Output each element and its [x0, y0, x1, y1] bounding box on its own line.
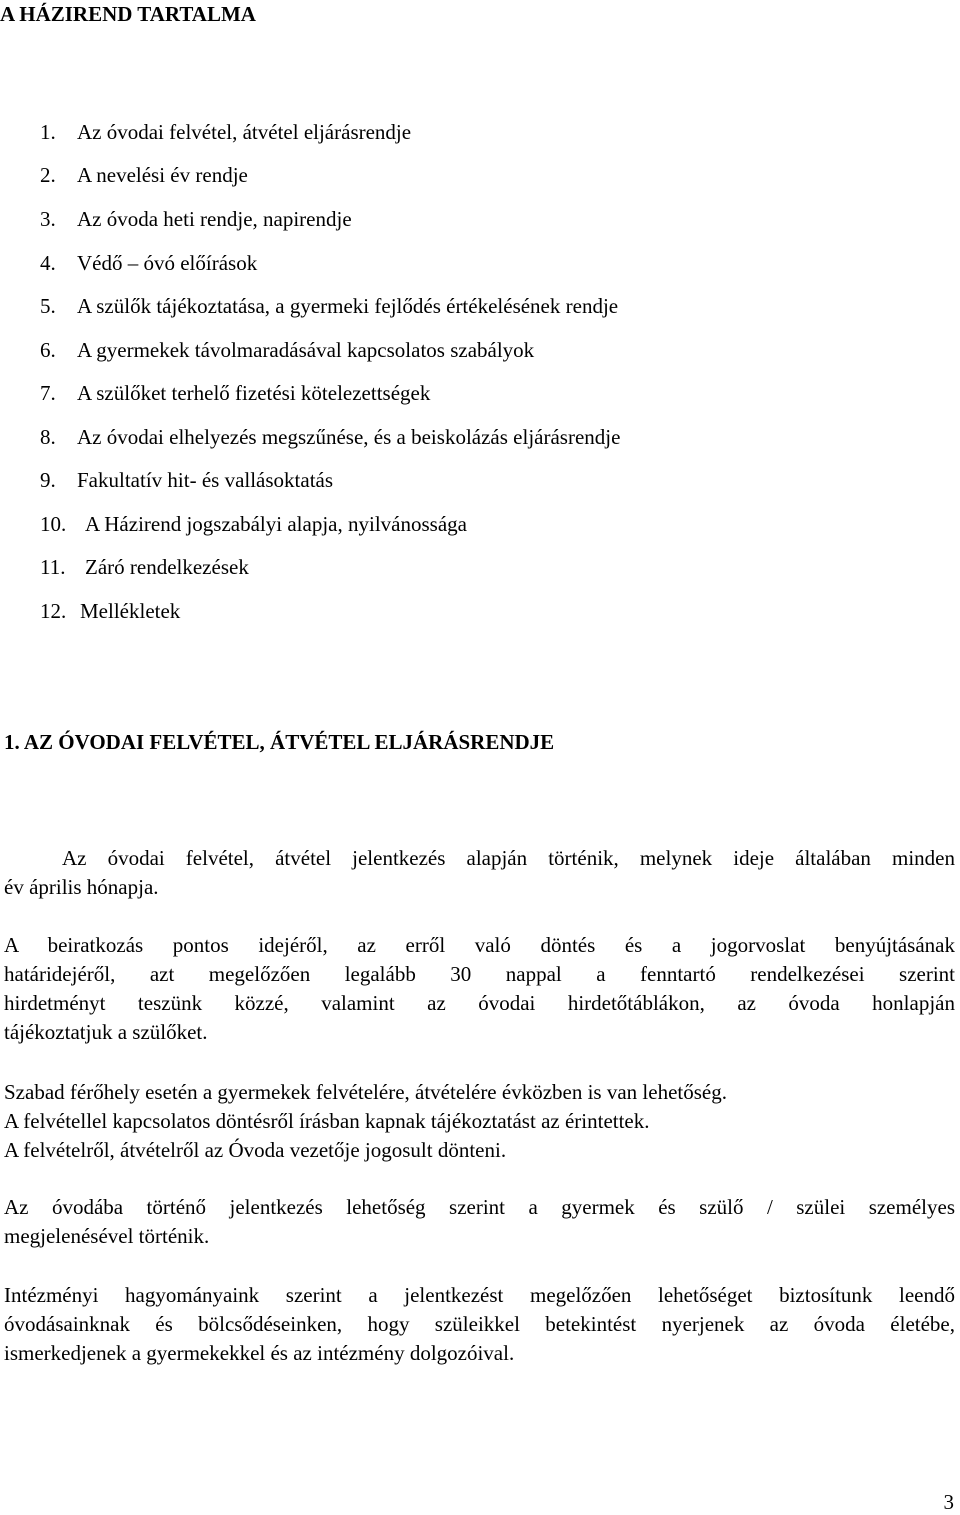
paragraph-line: A felvétellel kapcsolatos döntésről írásban kapnak tájékoztatást az érintettek. — [4, 1109, 650, 1133]
paragraph-line: Szabad férőhely esetén a gyermekek felvételére, átvételére évközben is van lehetőség. — [4, 1080, 727, 1104]
toc-item-label: A Házirend jogszabályi alapja, nyilvánossága — [85, 512, 467, 536]
toc-item-label: Mellékletek — [80, 599, 181, 623]
toc-item — [40, 337, 534, 363]
paragraph-line: A felvételről, átvételről az Óvoda vezetője jogosult dönteni. — [4, 1138, 507, 1162]
paragraph-line: megjelenésével történik. — [4, 1224, 210, 1248]
paragraph-line: Az óvodai felvétel, átvétel jelentkezés alapján történik, melynek ideje általában minden — [62, 846, 955, 870]
toc-item-number: 10. — [40, 512, 67, 536]
toc-item-label: Az óvodai felvétel, átvétel eljárásrendje — [77, 120, 412, 144]
paragraph — [4, 1281, 955, 1368]
paragraph-line: Az óvodába történő jelentkezés lehetőség szerint a gyermek és szülő / szülei személyes — [4, 1195, 955, 1219]
paragraph-line: A beiratkozás pontos idejéről, az erről való döntés és a jogorvoslat benyújtásának — [4, 933, 955, 957]
toc-item-number: 3. — [40, 207, 56, 231]
paragraph-line: hirdetményt teszünk közzé, valamint az óvodai hirdetőtáblákon, az óvoda honlapján — [4, 991, 955, 1015]
toc-item-label: Záró rendelkezések — [85, 555, 249, 579]
toc-item-label: A gyermekek távolmaradásával kapcsolatos szabályok — [77, 338, 535, 362]
toc-item-number: 12. — [40, 599, 67, 623]
toc-item-label: A szülők tájékoztatása, a gyermeki fejlődés értékelésének rendje — [77, 294, 619, 318]
toc-item-label: Védő – óvó előírások — [77, 251, 258, 275]
toc-item-number: 6. — [40, 338, 56, 362]
toc-item — [40, 250, 257, 276]
toc-item — [40, 206, 352, 232]
toc-item-number: 2. — [40, 163, 56, 187]
toc-item — [40, 380, 430, 406]
paragraph — [4, 1078, 727, 1165]
toc-item-number: 1. — [40, 120, 56, 144]
paragraph — [4, 931, 955, 1047]
paragraph-line: év április hónapja. — [4, 875, 159, 899]
paragraph-line: óvodásainknak és bölcsődéseinken, hogy szüleikkel betekintést nyerjenek az óvoda életébe, — [4, 1312, 955, 1336]
page-heading: A HÁZIREND TARTALMA — [0, 2, 256, 26]
paragraph-line: ismerkedjenek a gyermekekkel és az intézmény dolgozóival. — [4, 1341, 515, 1365]
paragraph-line: tájékoztatjuk a szülőket. — [4, 1020, 208, 1044]
toc-item-number: 4. — [40, 251, 56, 275]
toc-item-label: Az óvodai elhelyezés megszűnése, és a beiskolázás eljárásrendje — [77, 425, 621, 449]
toc-item-number: 9. — [40, 468, 56, 492]
toc-item-number: 5. — [40, 294, 56, 318]
toc-item — [40, 554, 249, 580]
toc-item-label: Az óvoda heti rendje, napirendje — [77, 207, 352, 231]
toc-item-number: 8. — [40, 425, 56, 449]
paragraph — [4, 844, 955, 902]
toc-item — [40, 119, 411, 145]
paragraph-line: Intézményi hagyományaink szerint a jelentkezést megelőzően lehetőséget biztosítunk leendő — [4, 1283, 955, 1307]
toc-item-number: 7. — [40, 381, 56, 405]
paragraph — [4, 1193, 955, 1251]
toc-item-label: Fakultatív hit- és vallásoktatás — [77, 468, 334, 492]
toc-item-label: A szülőket terhelő fizetési kötelezettségek — [77, 381, 431, 405]
toc-item-number: 11. — [40, 555, 66, 579]
toc-item — [40, 598, 180, 624]
toc-item — [40, 162, 248, 188]
page-number: 3 — [943, 1490, 954, 1514]
section-heading: 1. AZ ÓVODAI FELVÉTEL, ÁTVÉTEL ELJÁRÁSRENDJE — [4, 730, 555, 754]
toc-item-label: A nevelési év rendje — [77, 163, 248, 187]
toc-item — [40, 511, 467, 537]
toc-item — [40, 293, 618, 319]
toc-item — [40, 424, 620, 450]
paragraph-line: határidejéről, azt megelőzően legalább 30 nappal a fenntartó rendelkezései szerint — [4, 962, 955, 986]
toc-item — [40, 467, 333, 493]
